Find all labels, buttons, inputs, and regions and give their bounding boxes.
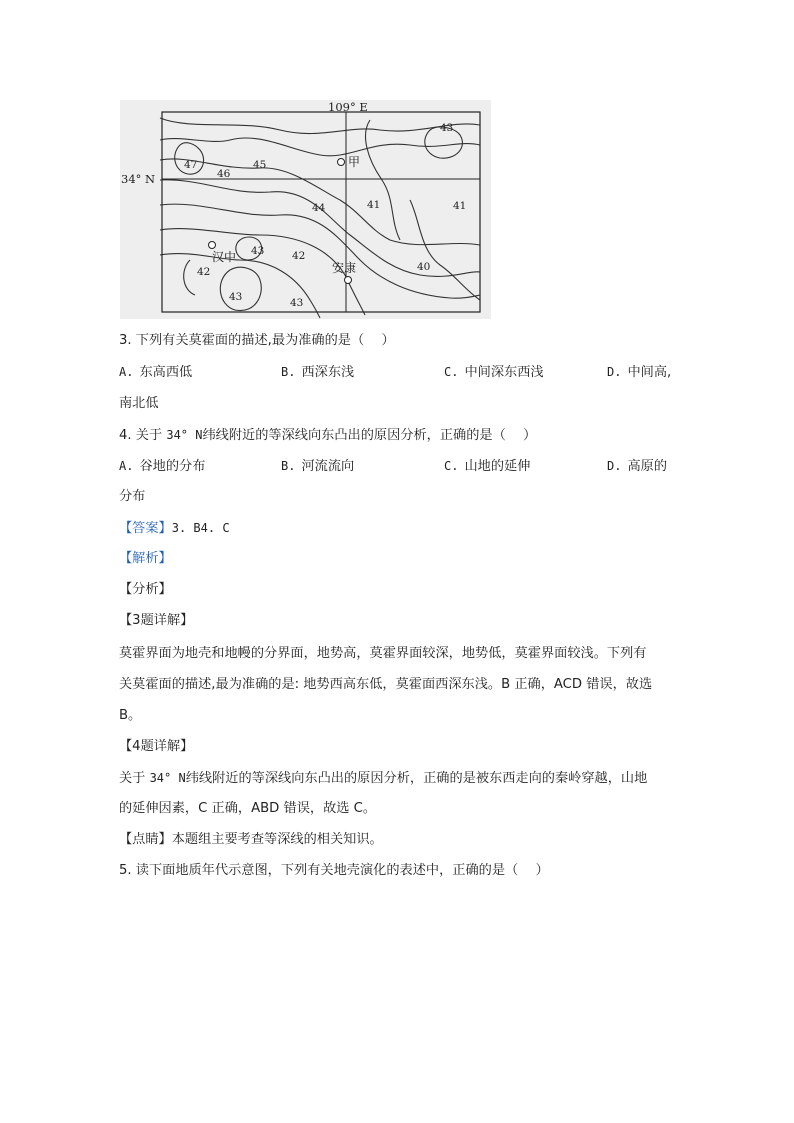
option-c[interactable]: C. 中间深东西浅: [444, 365, 544, 380]
option-c[interactable]: C. 山地的延伸: [444, 459, 531, 474]
contour-label: 40: [417, 261, 431, 273]
place-label-ankang: 安康: [332, 261, 357, 275]
place-label-hanzhong: 汉中: [212, 250, 237, 264]
question-5-stem: 5. 读下面地质年代示意图，下列有关地壳演化的表述中，正确的是（ ）: [119, 863, 549, 878]
option-d[interactable]: D. 高原的: [607, 459, 668, 474]
contour-label: 41: [453, 200, 467, 212]
detail-3-line: 关莫霍面的描述,最为准确的是: 地势西高东低，莫霍面西深东浅。B 正确，ACD 错误，故选: [119, 677, 653, 692]
moho-contour-map: [120, 100, 491, 319]
meridian-label: 109° E: [328, 100, 368, 114]
map-svg: [120, 100, 491, 319]
detail-3-line: B。: [119, 708, 142, 723]
question-3-stem: 3. 下列有关莫霍面的描述,最为准确的是（ ）: [119, 333, 395, 348]
contour-label: 47: [184, 159, 198, 171]
contour-label: 43: [440, 122, 454, 134]
contour-label: 42: [197, 266, 211, 278]
map-background: [120, 100, 491, 319]
contour-label: 43: [229, 291, 243, 303]
contour-label: 43: [251, 245, 265, 257]
analysis-label: 【解析】: [119, 551, 172, 566]
contour-label: 46: [217, 168, 231, 180]
answer-label: 【答案】: [119, 521, 172, 536]
contour-label: 42: [292, 250, 306, 262]
question-3-option-wrap: 南北低: [119, 396, 159, 411]
option-b[interactable]: B. 河流流向: [281, 459, 355, 474]
option-a[interactable]: A. 东高西低: [119, 365, 193, 380]
detail-3-line: 莫霍界面为地壳和地幔的分界面，地势高，莫霍界面较深，地势低，莫霍界面较浅。下列有: [119, 646, 647, 661]
contour-label: 41: [367, 199, 381, 211]
comment-label: 【点睛】: [119, 832, 172, 847]
option-b[interactable]: B. 西深东浅: [281, 365, 355, 380]
fenxi-label: 【分析】: [119, 582, 172, 597]
answer-line: [119, 518, 679, 539]
place-marker-hanzhong: [209, 242, 216, 249]
detail-4-line: 关于 34° N纬线附近的等深线向东凸出的原因分析，正确的是被东西走向的秦岭穿越，山地: [119, 771, 648, 786]
question-3-options: [119, 362, 679, 382]
place-label-jia: 甲: [348, 155, 361, 169]
option-a[interactable]: A. 谷地的分布: [119, 459, 206, 474]
detail-3-label: 【3题详解】: [119, 613, 194, 628]
question-4-option-wrap: 分布: [119, 489, 146, 504]
parallel-label: 34° N: [121, 172, 156, 186]
question-4-stem: 4. 关于 34° N纬线附近的等深线向东凸出的原因分析，正确的是（ ）: [119, 428, 537, 443]
detail-4-line: 的延伸因素，C 正确，ABD 错误，故选 C。: [119, 801, 377, 816]
comment-line: [119, 830, 679, 850]
contour-label: 44: [312, 202, 326, 214]
place-marker-ankang: [345, 277, 352, 284]
comment-text: 本题组主要考查等深线的相关知识。: [171, 832, 383, 847]
detail-4-label: 【4题详解】: [119, 739, 194, 754]
contour-label: 43: [290, 297, 304, 309]
answer-value: 3. B4. C: [171, 521, 230, 535]
place-marker-jia: [338, 159, 345, 166]
option-d[interactable]: D. 中间高,: [607, 365, 672, 380]
question-4-options: [119, 456, 679, 476]
contour-label: 45: [253, 159, 267, 171]
